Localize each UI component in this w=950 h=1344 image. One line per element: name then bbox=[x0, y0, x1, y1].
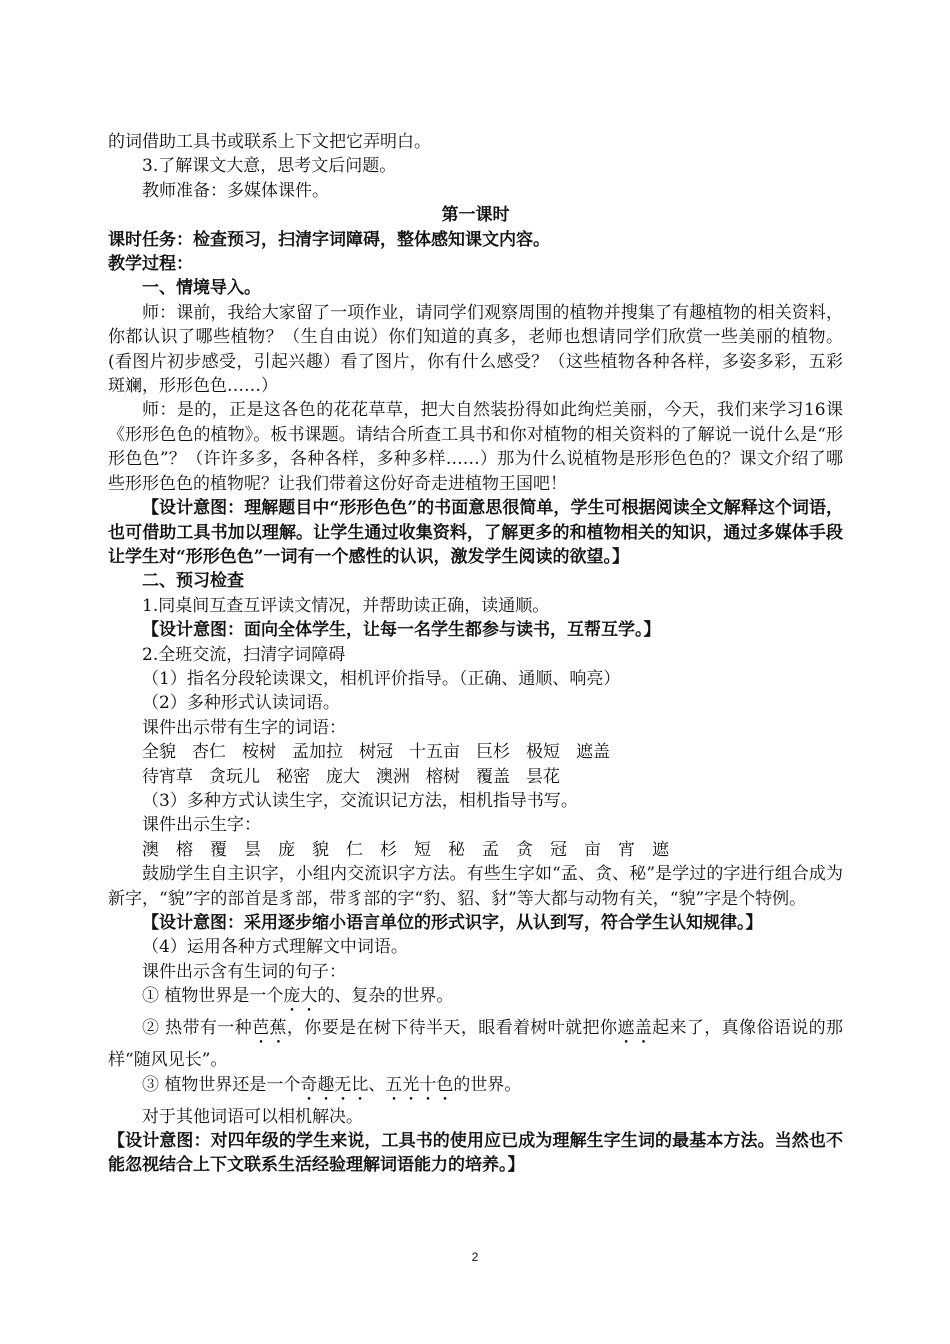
vocab-char: 贪 bbox=[516, 839, 533, 860]
vocab-word: 全貌 bbox=[142, 742, 176, 763]
text-line: （3）多种方式认读生字，交流识记方法，相机指导书写。 bbox=[142, 790, 578, 811]
vocab-char: 貌 bbox=[312, 839, 329, 860]
design-intent: 【设计意图：面向全体学生，让每一名学生都参与读书，互帮互学。】 bbox=[142, 620, 661, 641]
section-heading: 一、情境导入。 bbox=[142, 278, 261, 299]
example-sentence-3 bbox=[108, 1073, 843, 1105]
vocab-char: 昙 bbox=[244, 839, 261, 860]
emphasized-word: 五光十色 bbox=[385, 1074, 454, 1095]
vocab-word: 贪玩儿 bbox=[209, 766, 260, 787]
emphasized-word: 奇趣无比 bbox=[300, 1074, 369, 1095]
section-heading: 二、预习检查 bbox=[142, 571, 244, 592]
example-sentence-2 bbox=[108, 1016, 843, 1072]
vocab-char: 孟 bbox=[482, 839, 499, 860]
vocab-char: 杉 bbox=[380, 839, 397, 860]
lesson-task bbox=[108, 228, 843, 252]
vocab-word: 巨杉 bbox=[476, 742, 510, 763]
text-line: 对于其他词语可以相机解决。 bbox=[142, 1106, 363, 1127]
vocab-char: 榕 bbox=[176, 839, 193, 860]
vocab-char: 冠 bbox=[550, 839, 567, 860]
emphasized-word: 庞大 bbox=[283, 986, 318, 1007]
text-line: 2.全班交流，扫清字词障碍 bbox=[142, 644, 346, 665]
char-list bbox=[108, 838, 843, 862]
lesson-title: 第一课时 bbox=[441, 205, 510, 226]
design-intent: 【设计意图：采用逐步缩小语言单位的形式识字，从认到写，符合学生认知规律。】 bbox=[142, 913, 763, 933]
vocab-word: 孟加拉 bbox=[292, 742, 343, 763]
text-line: （4）运用各种方式理解文中词语。 bbox=[142, 937, 408, 958]
paragraph: 师：是的，正是这各色的花花草草，把大自然装扮得如此绚烂美丽，今天，我们来学习16课《形形色色的植物》。板书课题。请结合所查工具书和你对植物的相关资料的了解说一说什么是“形形色色”？（许许多多，各种各样，多种多样……）那为什么说植物是形形色色的？课文介绍了哪些形形色色的植物呢？让我们带着这份好奇走进植物王国吧！ bbox=[108, 400, 843, 494]
vocab-char: 短 bbox=[414, 839, 431, 860]
vocab-word: 覆盖 bbox=[476, 766, 510, 787]
sentence-text: 的、复杂的世界。 bbox=[317, 986, 454, 1007]
paragraph: 师：课前，我给大家留了一项作业，请同学们观察周围的植物并搜集了有趣植物的相关资料，你都认识了哪些植物？（生自由说）你们知道的真多，老师也想请同学们欣赏一些美丽的植物。(看图片初步感受，引起兴趣）看了图片，你有什么感受？（这些植物各种各样，多姿多彩，五彩斑斓，形形色色……） bbox=[108, 302, 843, 397]
vocab-char: 遮 bbox=[652, 839, 669, 860]
task-label: 课时任务： bbox=[108, 229, 193, 250]
vocab-word: 秘密 bbox=[276, 766, 310, 787]
vocab-word: 庞大 bbox=[326, 766, 360, 787]
document-body bbox=[108, 130, 843, 1178]
vocab-char: 宵 bbox=[618, 839, 635, 860]
sentence-text: 、 bbox=[368, 1074, 386, 1095]
task-text: 检查预习，扫清字词障碍，整体感知课文内容。 bbox=[193, 229, 550, 250]
vocab-word: 树冠 bbox=[359, 742, 393, 763]
page-number: 2 bbox=[471, 1250, 479, 1264]
vocab-char: 庞 bbox=[278, 839, 295, 860]
vocab-char: 亩 bbox=[584, 839, 601, 860]
paragraph: 鼓励学生自主识字，小组内交流识字方法。有些生字如“孟、贪、秘”是学过的字进行组合成为新字，“貌”字的部首是豸部，带豸部的字“豹、貂、豺”等大都与动物有关，“貌”字是个特例。 bbox=[108, 864, 843, 909]
vocab-word: 桉树 bbox=[242, 742, 276, 763]
design-intent: 【设计意图：理解题目中“形形色色”的书面意思很简单，学生可根据阅读全文解释这个词语，也可借助工具书加以理解。让学生通过收集资料，了解更多的和植物相关的知识，通过多媒体手段让学生对“形形色色”一词有一个感性的认识，激发学生阅读的欲望。】 bbox=[108, 498, 843, 567]
sentence-text: 起来了，真像俗语说的那样“随风见长”。 bbox=[108, 1018, 844, 1071]
vocab-word: 待宵草 bbox=[142, 766, 193, 787]
process-heading: 教学过程： bbox=[108, 254, 193, 275]
emphasized-word: 芭蕉 bbox=[252, 1018, 287, 1039]
text-line: 课件出示带有生字的词语： bbox=[142, 717, 346, 738]
vocab-word: 十五亩 bbox=[409, 742, 460, 763]
text-line: 的词借助工具书或联系上下文把它弄明白。 bbox=[108, 132, 431, 152]
sentence-text: 的世界。 bbox=[453, 1074, 522, 1095]
text-line: 课件出示含有生词的句子： bbox=[142, 961, 346, 982]
word-list-row-1 bbox=[108, 740, 843, 764]
text-line: 1.同桌间互查互评读文情况，并帮助读正确，读通顺。 bbox=[142, 595, 550, 616]
text-line: 3.了解课文大意，思考文后问题。 bbox=[142, 156, 397, 177]
word-list-row-2 bbox=[108, 765, 843, 789]
example-sentence-1 bbox=[108, 984, 843, 1016]
vocab-char: 澳 bbox=[142, 839, 159, 860]
vocab-word: 极短 bbox=[526, 742, 560, 763]
vocab-word: 昙花 bbox=[526, 766, 560, 787]
sentence-text: ② 热带有一种 bbox=[142, 1018, 253, 1039]
text-line: 课件出示生字： bbox=[142, 815, 261, 836]
emphasized-word: 遮盖 bbox=[617, 1018, 653, 1039]
vocab-word: 杏仁 bbox=[192, 742, 226, 763]
sentence-text: ，你要是在树下待半天，眼看着树叶就把你 bbox=[286, 1018, 618, 1039]
text-line: 教师准备：多媒体课件。 bbox=[142, 180, 329, 201]
text-line: （1）指名分段轮读课文，相机评价指导。（正确、通顺、响亮） bbox=[142, 668, 621, 689]
text-line: （2）多种形式认读词语。 bbox=[142, 693, 340, 714]
vocab-char: 覆 bbox=[210, 839, 227, 860]
sentence-text: ① 植物世界是一个 bbox=[142, 986, 284, 1007]
vocab-word: 榕树 bbox=[426, 766, 460, 787]
vocab-char: 仁 bbox=[346, 839, 363, 860]
vocab-word: 澳洲 bbox=[376, 766, 410, 787]
design-intent: 【设计意图：对四年级的学生来说，工具书的使用应已成为理解生字生词的最基本方法。当然也不能忽视结合上下文联系生活经验理解词语能力的培养。】 bbox=[108, 1131, 843, 1176]
vocab-char: 秘 bbox=[448, 839, 465, 860]
sentence-text: ③ 植物世界还是一个 bbox=[142, 1074, 301, 1095]
vocab-word: 遮盖 bbox=[576, 742, 610, 763]
